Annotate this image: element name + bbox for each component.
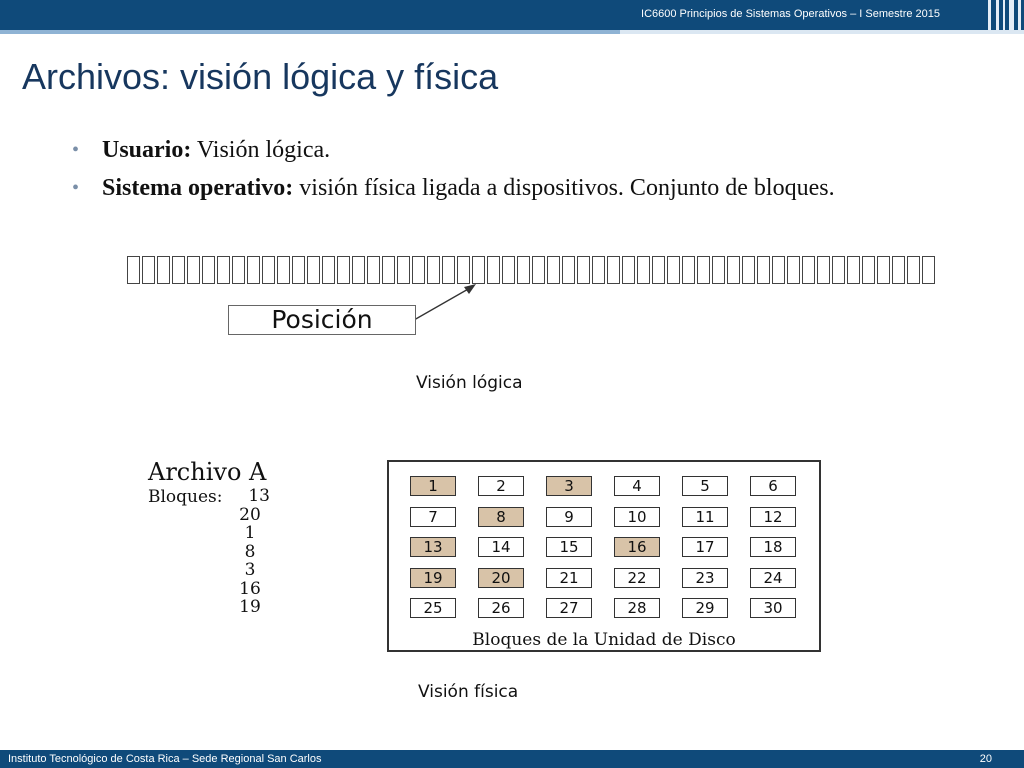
disk-row bbox=[410, 537, 800, 557]
disk-block: 17 bbox=[682, 537, 728, 557]
logical-cell bbox=[367, 256, 380, 284]
logical-cell bbox=[382, 256, 395, 284]
logical-cell bbox=[772, 256, 785, 284]
bullet-text: Visión lógica. bbox=[191, 137, 331, 163]
logical-cell bbox=[562, 256, 575, 284]
logical-cell bbox=[187, 256, 200, 284]
logical-cell bbox=[622, 256, 635, 284]
disk-block: 14 bbox=[478, 537, 524, 557]
disk-block: 24 bbox=[750, 568, 796, 588]
logical-cell bbox=[742, 256, 755, 284]
logical-cell bbox=[802, 256, 815, 284]
disk-block: 9 bbox=[546, 507, 592, 527]
logical-cell bbox=[292, 256, 305, 284]
disk-block-used: 3 bbox=[546, 476, 592, 496]
logical-cell bbox=[157, 256, 170, 284]
logical-cell bbox=[352, 256, 365, 284]
logical-cell bbox=[607, 256, 620, 284]
logical-cell bbox=[397, 256, 410, 284]
logical-cell bbox=[307, 256, 320, 284]
page-number: 20 bbox=[979, 753, 992, 765]
disk-row bbox=[410, 476, 800, 496]
bullet-item bbox=[72, 172, 992, 204]
logical-cell bbox=[232, 256, 245, 284]
bullet-icon: • bbox=[72, 177, 80, 199]
header-bar bbox=[0, 0, 1024, 30]
file-block-number: 3 bbox=[244, 560, 256, 580]
logical-cell bbox=[517, 256, 530, 284]
logical-cell bbox=[712, 256, 725, 284]
disk-block: 28 bbox=[614, 598, 660, 618]
logical-cell bbox=[172, 256, 185, 284]
logical-cell bbox=[757, 256, 770, 284]
logical-cell bbox=[247, 256, 260, 284]
slide-title: Archivos: visión lógica y física bbox=[22, 56, 499, 97]
file-block-list bbox=[230, 487, 270, 617]
header-accent bbox=[0, 30, 620, 34]
logical-cell bbox=[127, 256, 140, 284]
disk-block: 12 bbox=[750, 507, 796, 527]
file-title: Archivo A bbox=[148, 458, 267, 486]
disk-row bbox=[410, 507, 800, 527]
logical-cell bbox=[502, 256, 515, 284]
bullet-bold-label: Sistema operativo: bbox=[102, 175, 294, 201]
disk-block: 30 bbox=[750, 598, 796, 618]
disk-block: 25 bbox=[410, 598, 456, 618]
logical-cell bbox=[142, 256, 155, 284]
disk-block-used: 16 bbox=[614, 537, 660, 557]
footer-institution: Instituto Tecnológico de Costa Rica – Sede Regional San Carlos bbox=[8, 753, 322, 765]
disk-block: 4 bbox=[614, 476, 660, 496]
logical-cell bbox=[787, 256, 800, 284]
bullet-bold-label: Usuario: bbox=[102, 137, 192, 163]
disk-block: 26 bbox=[478, 598, 524, 618]
disk-block: 23 bbox=[682, 568, 728, 588]
bullet-icon: • bbox=[72, 139, 80, 161]
logical-cell bbox=[592, 256, 605, 284]
bullet-list bbox=[72, 134, 992, 210]
position-arrow bbox=[410, 280, 490, 324]
disk-block: 21 bbox=[546, 568, 592, 588]
logical-cell bbox=[682, 256, 695, 284]
disk-block: 5 bbox=[682, 476, 728, 496]
logical-cell bbox=[547, 256, 560, 284]
logical-cell bbox=[847, 256, 860, 284]
disk-block-grid bbox=[410, 476, 800, 629]
file-block-number: 16 bbox=[239, 578, 261, 599]
disk-block: 7 bbox=[410, 507, 456, 527]
disk-block: 29 bbox=[682, 598, 728, 618]
disk-block: 27 bbox=[546, 598, 592, 618]
logical-cell bbox=[697, 256, 710, 284]
logical-cell bbox=[337, 256, 350, 284]
disk-block: 15 bbox=[546, 537, 592, 557]
logical-cell bbox=[922, 256, 935, 284]
logical-cell bbox=[877, 256, 890, 284]
bullet-text: visión física ligada a dispositivos. Conjunto de bloques. bbox=[293, 175, 835, 201]
disk-caption: Bloques de la Unidad de Disco bbox=[472, 630, 736, 650]
disk-block: 18 bbox=[750, 537, 796, 557]
logical-cell bbox=[217, 256, 230, 284]
file-block-number: 20 bbox=[239, 504, 261, 525]
physical-view-caption: Visión física bbox=[418, 682, 519, 702]
course-header: IC6600 Principios de Sistemas Operativos – I Semestre 2015 bbox=[641, 8, 940, 20]
logical-cell bbox=[817, 256, 830, 284]
position-label: Posición bbox=[228, 305, 416, 335]
logical-cell bbox=[532, 256, 545, 284]
file-block-number: 1 bbox=[244, 523, 256, 543]
logical-cell bbox=[892, 256, 905, 284]
bullet-item bbox=[72, 134, 992, 166]
logical-cell bbox=[262, 256, 275, 284]
disk-block-used: 13 bbox=[410, 537, 456, 557]
footer-bar bbox=[0, 750, 1024, 768]
disk-block: 10 bbox=[614, 507, 660, 527]
logical-cell bbox=[577, 256, 590, 284]
logical-byte-strip bbox=[127, 256, 937, 284]
logical-cell bbox=[277, 256, 290, 284]
disk-block-used: 19 bbox=[410, 568, 456, 588]
disk-row bbox=[410, 568, 800, 588]
header-decoration bbox=[984, 0, 1024, 30]
logical-cell bbox=[832, 256, 845, 284]
logical-cell bbox=[907, 256, 920, 284]
logical-cell bbox=[667, 256, 680, 284]
disk-block: 11 bbox=[682, 507, 728, 527]
disk-block-used: 1 bbox=[410, 476, 456, 496]
disk-blocks-panel bbox=[387, 460, 821, 652]
disk-block: 6 bbox=[750, 476, 796, 496]
logical-cell bbox=[637, 256, 650, 284]
logical-cell bbox=[322, 256, 335, 284]
logical-cell bbox=[862, 256, 875, 284]
disk-block-used: 8 bbox=[478, 507, 524, 527]
disk-block-used: 20 bbox=[478, 568, 524, 588]
disk-block: 22 bbox=[614, 568, 660, 588]
file-block-number: 13 bbox=[248, 486, 270, 506]
logical-view-caption: Visión lógica bbox=[416, 373, 523, 393]
disk-block: 2 bbox=[478, 476, 524, 496]
logical-cell bbox=[727, 256, 740, 284]
logical-cell bbox=[652, 256, 665, 284]
file-block-number: 8 bbox=[244, 541, 256, 562]
header-accent-light bbox=[620, 30, 1024, 34]
logical-cell bbox=[202, 256, 215, 284]
file-block-number: 19 bbox=[239, 597, 261, 617]
blocks-label: Bloques: bbox=[148, 487, 223, 507]
disk-row bbox=[410, 598, 800, 618]
